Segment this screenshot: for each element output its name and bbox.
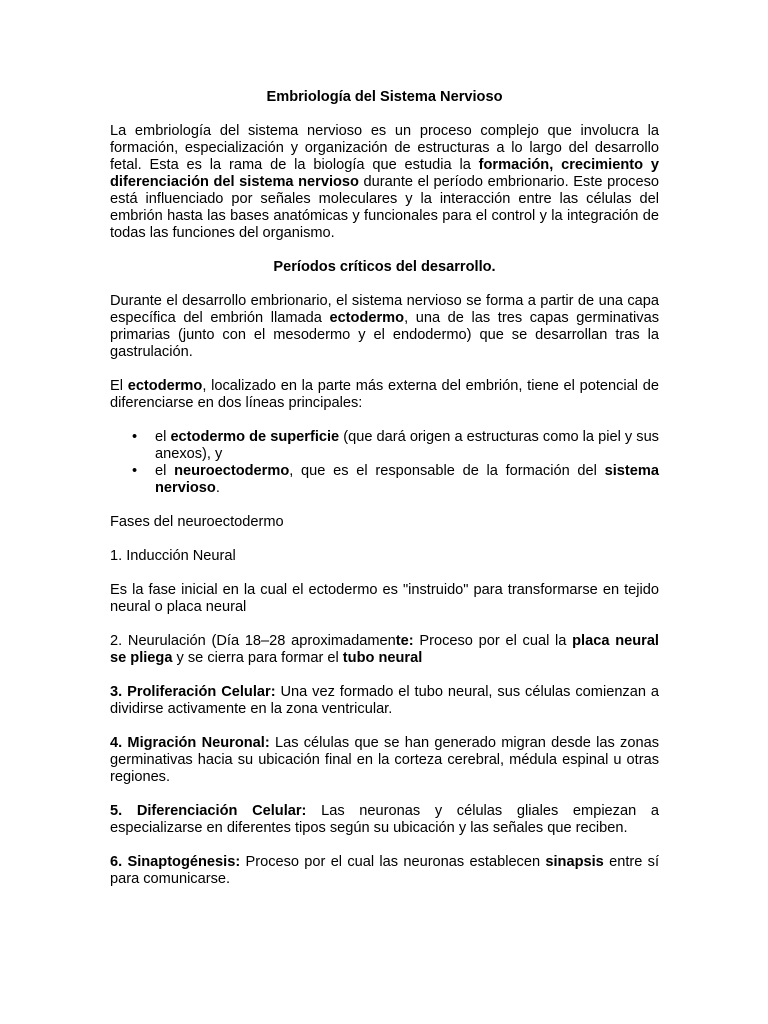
phase5-text-1: Las neuronas y células gliales empiezan a especializarse en diferentes tipos según su ubicación y las señales que reciben. (110, 803, 659, 836)
para2-text-1: Durante el desarrollo embrionario, el sistema nervioso se forma a partir de una capa específica del embrión llamada (110, 293, 659, 326)
phase4-paragraph (110, 735, 659, 786)
para3-bold-1: ectodermo (127, 378, 203, 394)
para2-text-2: , una de las tres capas germinativas primarias (junto con el mesodermo y el endodermo) que se desarrollan tras la gastrulación. (110, 310, 660, 360)
phase1-text: Es la fase inicial en la cual el ectodermo es "instruido" para transformarse en tejido neural o placa neural (110, 582, 659, 615)
bullet1-text-1: el (155, 429, 171, 445)
phase3-bold-1: 3. Proliferación Celular: (110, 684, 276, 700)
intro-paragraph (110, 123, 659, 242)
phase6-bold-2: sinapsis (545, 854, 604, 870)
intro-bold-1: formación, crecimiento y diferenciación del sistema nervioso (110, 157, 659, 190)
phase2-paragraph (110, 633, 659, 667)
paragraph-ectodermo (110, 378, 659, 412)
phase4-bold-1: 4. Migración Neuronal: (110, 735, 270, 751)
paragraph-desarrollo (110, 293, 659, 361)
phase2-bold-1: te: (395, 633, 414, 649)
phase5-bold-1: 5. Diferenciación Celular: (110, 803, 307, 819)
phase2-text-2: Proceso por el cual la (413, 633, 573, 649)
bullet2-bold-2: sistema nervioso (155, 463, 659, 496)
phase5-paragraph (110, 803, 659, 837)
list-item (155, 429, 659, 463)
section-title: Períodos críticos del desarrollo. (273, 259, 496, 275)
bullet2-text-3: . (215, 480, 220, 496)
para3-text-1: El (110, 378, 128, 394)
intro-text-2: durante el período embrionario. Este proceso está influenciado por señales moleculares y la interacción entre las células del embrión hasta las bases anatómicas y funcionales para el control y la integración de todas las funciones del organismo. (110, 174, 660, 241)
list-item (155, 463, 659, 497)
para3-text-2: , localizado en la parte más externa del embrión, tiene el potencial de diferenciarse en dos líneas principales: (110, 378, 659, 411)
intro-text-1: La embriología del sistema nervioso es un proceso complejo que involucra la formación, especialización y organización de estructuras a lo largo del desarrollo fetal. Esta es la rama de la biología que estudia la (110, 123, 659, 173)
bullet2-text-2: , que es el responsable de la formación del (289, 463, 605, 479)
document-title: Embriología del Sistema Nervioso (266, 89, 503, 105)
bullet2-text-1: el (155, 463, 175, 479)
phase3-text-1: Una vez formado el tubo neural, sus células comienzan a dividirse activamente en la zona ventricular. (110, 684, 659, 717)
para2-bold-1: ectodermo (329, 310, 405, 326)
phase6-text-2: entre sí para comunicarse. (110, 854, 659, 887)
phase6-text-1: Proceso por el cual las neuronas establecen (240, 854, 546, 870)
bullet1-bold-1: ectodermo de superficie (170, 429, 340, 445)
bullet-list (110, 429, 659, 497)
phase2-bold-3: tubo neural (342, 650, 423, 666)
bullet2-bold-1: neuroectodermo (174, 463, 290, 479)
phase6-paragraph (110, 854, 659, 888)
phases-heading: Fases del neuroectodermo (110, 514, 284, 530)
phase2-text-3: y se cierra para formar el (172, 650, 343, 666)
phase1-heading: 1. Inducción Neural (110, 548, 236, 564)
document-page (110, 89, 659, 905)
phase2-bold-2: placa neural se pliega (110, 633, 659, 666)
phase2-text-1: 2. Neurulación (Día 18–28 aproximadamen (110, 633, 396, 649)
phase3-paragraph (110, 684, 659, 718)
bullet1-text-2: (que dará origen a estructuras como la piel y sus anexos), y (155, 429, 659, 462)
phase4-text-1: Las células que se han generado migran desde las zonas germinativas hacia su ubicación final en la corteza cerebral, médula espinal u otras regiones. (110, 735, 659, 785)
phase6-bold-1: 6. Sinaptogénesis: (110, 854, 241, 870)
